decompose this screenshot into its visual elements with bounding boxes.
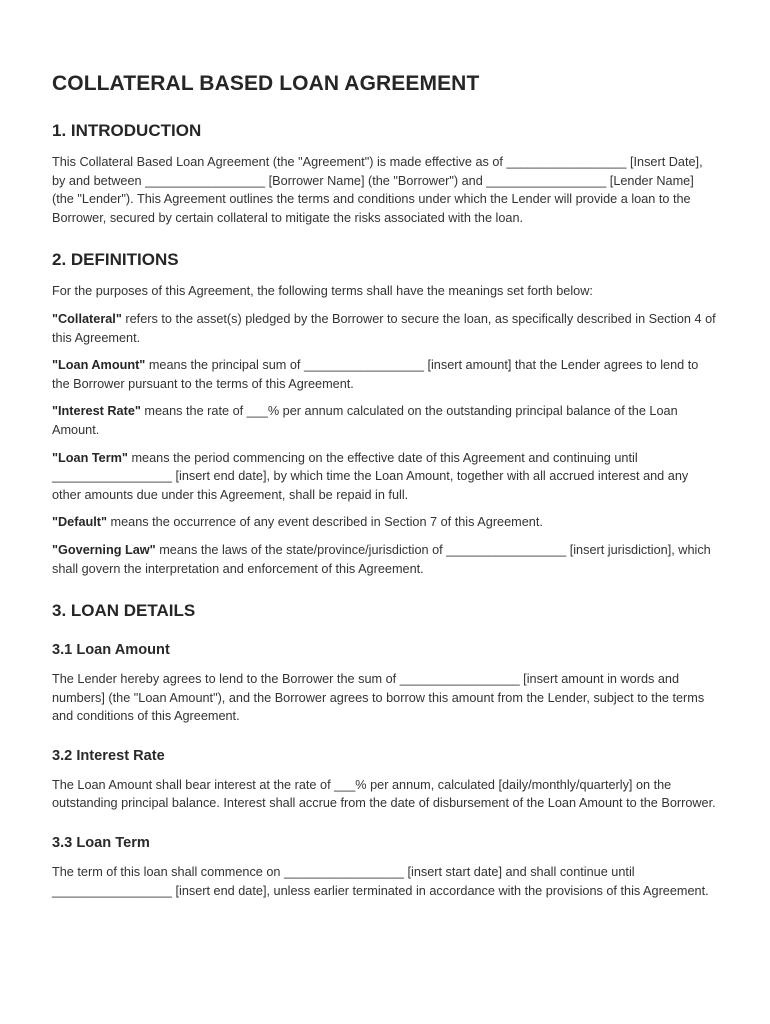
- definition-text: means the rate of ___% per annum calculated on the outstanding principal balance of the Loan Amount.: [52, 404, 678, 437]
- definition-governing-law: [52, 541, 718, 578]
- subsection-loan-term: [52, 833, 718, 900]
- definition-loan-amount: [52, 356, 718, 393]
- definition-interest-rate: [52, 402, 718, 439]
- definition-term: "Loan Term": [52, 450, 128, 465]
- definition-term: "Governing Law": [52, 542, 156, 557]
- definition-term: "Collateral": [52, 311, 122, 326]
- section-heading-loan-details: 3. LOAN DETAILS: [52, 601, 196, 621]
- subsection-heading: 3.3 Loan Term: [52, 835, 150, 852]
- section-heading-introduction: 1. INTRODUCTION: [52, 121, 202, 140]
- subsection-heading: 3.2 Interest Rate: [52, 747, 165, 764]
- definition-term: "Loan Amount": [52, 358, 146, 373]
- definitions-intro: For the purposes of this Agreement, the following terms shall have the meanings set forth below:: [52, 284, 593, 299]
- subsection-loan-amount: [52, 640, 718, 726]
- document-title: COLLATERAL BASED LOAN AGREEMENT: [52, 72, 480, 95]
- definition-term: "Interest Rate": [52, 404, 141, 419]
- section-loan-details: [52, 600, 718, 900]
- section-heading-definitions: 2. DEFINITIONS: [52, 250, 179, 270]
- subsection-paragraph: The Loan Amount shall bear interest at the rate of ___% per annum, calculated [daily/monthly/quarterly] on the outstanding principal balance. Interest shall accrue from the date of disbursement of the Loan Amount to the Borrower.: [52, 777, 716, 811]
- definition-text: refers to the asset(s) pledged by the Borrower to secure the loan, as specifically described in Section 4 of this Agreement.: [52, 311, 716, 345]
- document-page: [52, 70, 718, 920]
- definition-text: means the occurrence of any event described in Section 7 of this Agreement.: [107, 515, 543, 530]
- section-introduction: [52, 120, 718, 227]
- subsection-paragraph: The Lender hereby agrees to lend to the Borrower the sum of _________________ [insert amount in words and numbers] (the "Loan Amount"), and the Borrower agrees to borrow this amount from the Lender, subject to the terms and conditions of this Agreement.: [52, 672, 705, 724]
- subsection-heading: 3.1 Loan Amount: [52, 642, 170, 659]
- subsection-interest-rate: [52, 746, 718, 813]
- definition-default: [52, 513, 718, 532]
- introduction-paragraph: This Collateral Based Loan Agreement (the "Agreement") is made effective as of _________________ [Insert Date], by and between _________________ [Borrower Name] (the "Borrower") and _________________ [Lender Name] (the "Lender"). This Agreement outlines the terms and conditions under which the Lender will provide a loan to the Borrower, secured by certain collateral to mitigate the risks associated with the loan.: [52, 155, 703, 225]
- definition-collateral: [52, 310, 718, 347]
- subsection-paragraph: The term of this loan shall commence on _________________ [insert start date] and shall continue until _________________ [insert end date], unless earlier terminated in accordance with the provisions of this Agreement.: [52, 865, 709, 898]
- definition-text: means the principal sum of _________________ [insert amount] that the Lender agrees to lend to the Borrower pursuant to the terms of this Agreement.: [52, 358, 699, 391]
- definition-loan-term: [52, 449, 718, 505]
- definition-text: means the period commencing on the effective date of this Agreement and continuing until _________________ [insert end date], by which time the Loan Amount, together with all accrued interest and any other amounts due under this Agreement, shall be repaid in full.: [52, 450, 689, 502]
- definition-text: means the laws of the state/province/jurisdiction of _________________ [insert jurisdiction], which shall govern the interpretation and enforcement of this Agreement.: [52, 542, 711, 576]
- section-definitions: [52, 249, 718, 578]
- definition-term: "Default": [52, 515, 108, 530]
